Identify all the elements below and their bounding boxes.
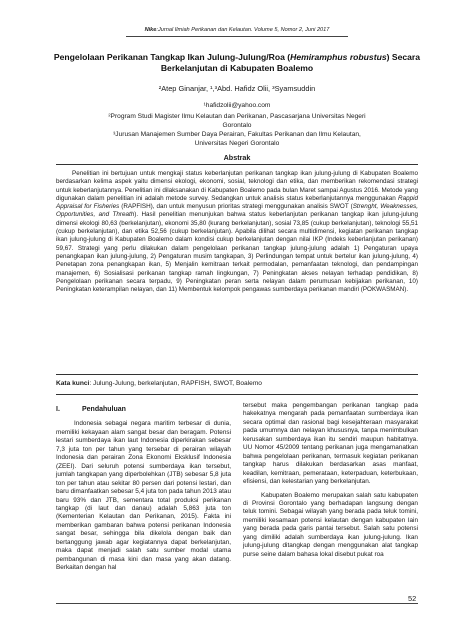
abstract-italic-term: Strenght, Weaknesses, Opportunities, and Threath — [56, 203, 418, 219]
paragraph: Indonesia sebagai negara maritim terbesar di dunia, memiliki kekayaan alam sangat besar dan beragam. Potensi lestari sumberdaya ikan laut Indonesia diperkirakan sebesar 7,3 juta ton per tahun yang tersebar di perairan wilayah Indonesia dan perairan Zona Ekonomi Eksklusif Indonesia (ZEEI). Dari seluruh potensi sumberdaya ikan tersebut, jumlah tangkapan yang diperbolehkan (JTB) sebesar 5,8 juta ton per tahun atau sekitar 80 persen dari potensi lestari, dan baru dimanfaatkan sebesar 5,4 juta ton pada tahun 2013 atau baru 93% dan JTB, sementara total produksi perikanan tangkap (di laut dan danau) adalah 5,863 juta ton (Kementerian Kelautan dan Perikanan, 2015). Fakta ini memberikan gambaran bahwa potensi perikanan Indonesia sangat besar, sehingga bila dikelola dengan baik dan bertanggung jawab agar kegiatannya dapat berkelanjutan, maka dapat menjadi salah satu sumber modal utama pembangunan di masa kini dan masa yang akan datang. Berkaitan dengan hal — [56, 420, 231, 572]
page-number: 52 — [408, 594, 417, 603]
journal-name: Nike — [144, 27, 157, 33]
abstract-text-part: (RAPFISH), dan untuk menyusun prioritas strategi menggunakan analisis SWOT ( — [119, 203, 353, 211]
title-part-2: ) Secara Berkelanjutan di Kabupaten Boalemo — [160, 52, 421, 73]
journal-citation: :Jurnal Ilmiah Perikanan dan Kelautan. Volume 5, Nomor 2, Juni 2017 — [156, 27, 330, 33]
affiliations — [100, 112, 374, 148]
keywords-label: Kata kunci — [56, 380, 90, 387]
paragraph: tersebut maka pengembangan perikanan tangkap pada hakekatnya mengarah pada pemanfaatan sumberdaya ikan secara optimal dan rasional bagi kesejahteraan masyarakat pada umumnya dan nelayan khususnya, tanpa menimbulkan kerusakan sumberdaya ikan itu sendiri maupun habitatnya. UU Nomor 45/2009 tentang perikanan juga mengamanatkan bahwa pengelolaan perikanan, termasuk kegiatan perikanan tangkap harus dilakukan berdasarkan asas manfaat, keadilan, kemitraan, pemerataan, keterpaduan, keterbukaan, efisiensi, dan kelestarian yang berkelanjutan. — [243, 402, 418, 486]
author-email: ¹hafidzolii@yahoo.com — [203, 102, 271, 109]
abstract-text-part: Penelitian ini bertujuan untuk mengkaji status keberlanjutan perikanan tangkap ikan julung-julung di Kabupaten Boalemo berdasarkan kelima aspek yaitu dimensi ekologi, ekonomi, sosial, teknologi dan etika, dan memberikan rekomendasi strategi untuk keberlanjutannya. Penelitian ini dilaksanakan di Kabupaten Boalemo pada bulan Maret sampai Agustus 2016. Metode yang digunakan dalam penelitian ini adalah metode survey. Sedangkan untuk analisis status keberlanjutannya menggunakan — [56, 170, 418, 202]
affiliation-line: ²Program Studi Magister Ilmu Kelautan dan Perikanan, Pascasarjana Universitas Negeri Gorontalo — [108, 113, 366, 129]
authors: ²Atep Ginanjar, ¹,³Abd. Hafidz Olii, ³Syamsuddin — [158, 84, 316, 93]
affiliation-line: Universitas Negeri Gorontalo — [194, 140, 280, 147]
abstract-text-part: ). Hasil penelitian menunjukan bahwa status keberlanjutan perikanan tangkap ikan julung-julung dimensi ekologi 80,63 (berkelanjutan), ekonomi 35,80 (kurang berkelanjutan), sosial 73,85 (cukup berkelanjutan), teknologi 55,51 (cukup berkelanjutan), dan etika 52,56 (cukup berkelanjutan). Apabila dilihat secara multidimensi, kegiatan perikanan tangkap ikan julung-julung di Kabupaten Boalemo dalam kondisi cukup berkelanjutan dengan nilai IKP (Indeks keberlanjutan perikanan) 59,67. Strategi yang perlu dilakukan dalam pengelolaan perikanan tangkap julung-julung adalah 1) Pengaturan upaya penangkapan ikan julung-julung, 2) Pengaturan musim tangkapan, 3) Perlindungan tempat untuk bertelur ikan julung-julung, 4) Penetapan zona penangkapan ikan, 5) Menjalin kemitraan terkait permodalan, pemanfaatan teknologi, dan pendampingan manajemen, 6) Sosialisasi perikanan tangkap ramah lingkungan, 7) Peningkatan akses nelayan terhadap pendidikan, 8) Pengelolaan perikanan secara terpadu, 9) Peningkatan peran serta nelayan dalam perumusan kebijakan perikanan, 10) Peningkatan keterampilan nelayan, dan 11) Membentuk kelompok pengawas sumberdaya perikanan mandiri (POKWASMAN). — [56, 211, 418, 294]
keywords-list: : Julung-Julung, berkelanjutan, RAPFISH, SWOT, Boalemo — [89, 380, 262, 387]
running-header — [0, 27, 474, 33]
affiliation-line: ³Jurusan Manajemen Sumber Daya Perairan, Fakultas Perikanan dan Ilmu Kelautan, — [113, 131, 361, 138]
left-column — [56, 406, 231, 578]
keywords-rule — [56, 394, 418, 395]
title-part-1: Pengelolaan Perikanan Tangkap Ikan Julung-Julung/Roa ( — [53, 52, 291, 62]
paper-title — [48, 52, 426, 74]
abstract-text — [56, 170, 418, 294]
title-species: Hemiramphus robustus — [290, 52, 387, 62]
abstract-italic-term: Rappid Appraisal for Fisheries — [56, 194, 418, 211]
abstract-bottom-rule — [56, 374, 418, 375]
right-column — [243, 402, 418, 564]
section-number: I. — [56, 406, 60, 413]
section-title: Pendahuluan — [82, 406, 126, 413]
abstract-heading: Abstrak — [223, 153, 251, 162]
paragraph: Kabupaten Boalemo merupakan salah satu kabupaten di Provinsi Gorontalo yang berhadapan langsung dengan teluk tomini. Sebagai wilayah yang berada pada teluk tomini, memiliki kesamaan potensi kelautan dengan kabupaten lain yang berada pada garis pantai tersebut. Salah satu potensi yang dimiliki adalah sumberdaya ikan julung-julung. Ikan julung-julung ditangkap dengan menggunakan alat tangkap purse seine dalam bahasa lokal disebut pukat roa — [243, 491, 418, 558]
section-heading — [56, 406, 231, 414]
keywords — [56, 380, 418, 388]
abstract-top-rule — [56, 164, 418, 165]
footer-divider — [56, 603, 418, 604]
header-divider — [126, 36, 348, 37]
